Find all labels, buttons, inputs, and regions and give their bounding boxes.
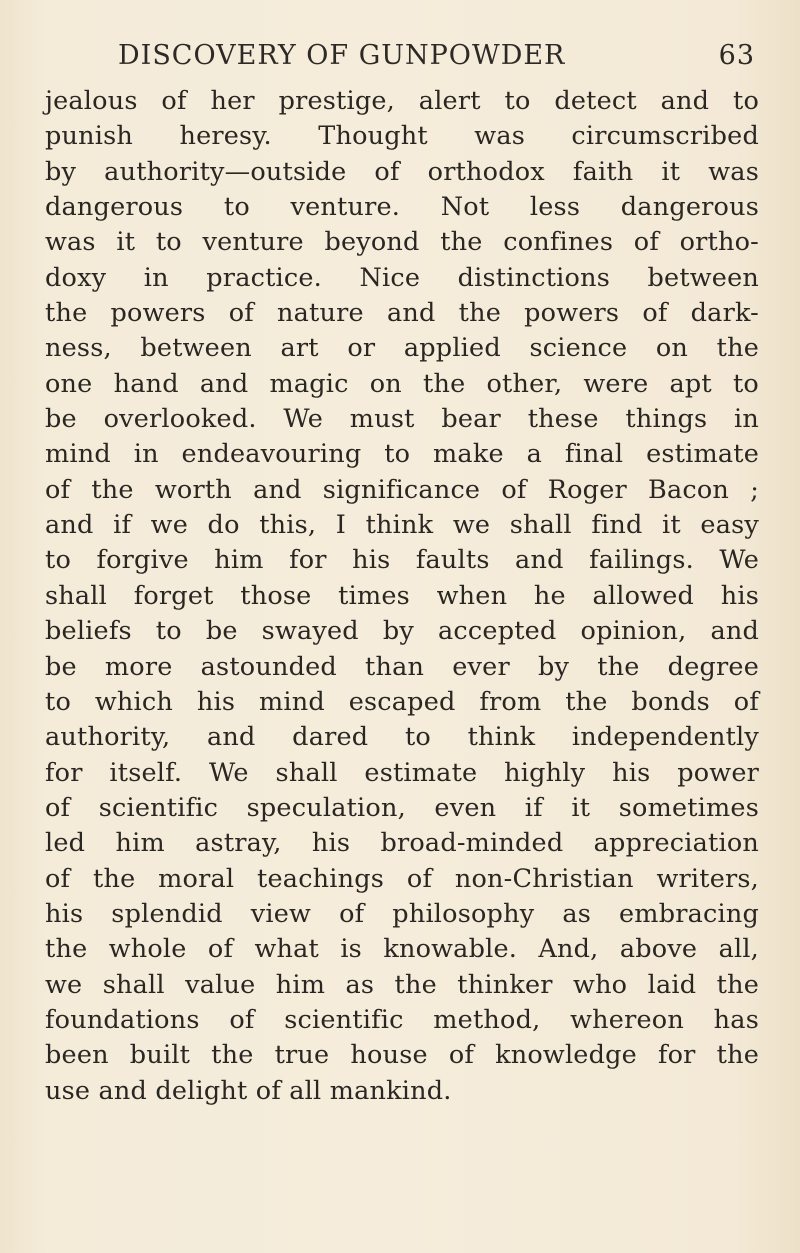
body-paragraph xyxy=(45,84,759,1109)
text-line: use and delight of all mankind. xyxy=(45,1075,452,1106)
text-line: to which his mind escaped from the bonds of xyxy=(45,686,759,717)
text-line: been built the true house of knowledge for the xyxy=(45,1040,759,1071)
text-line: be overlooked. We must bear these things in xyxy=(45,404,759,435)
text-line: of the worth and significance of Roger Bacon ; xyxy=(45,474,759,505)
text-line: doxy in practice. Nice distinctions between xyxy=(45,262,759,293)
text-line: the powers of nature and the powers of dark- xyxy=(45,298,759,329)
text-line: was it to venture beyond the confines of ortho- xyxy=(45,227,759,258)
page-number: 63 xyxy=(718,40,755,71)
text-line: beliefs to be swayed by accepted opinion, and xyxy=(45,616,759,647)
text-line: and if we do this, I think we shall find it easy xyxy=(45,510,759,541)
text-line: jealous of her prestige, alert to detect and to xyxy=(45,86,759,116)
text-line: by authority—outside of orthodox faith it was xyxy=(45,156,759,187)
text-line: foundations of scientific method, whereon has xyxy=(45,1004,759,1035)
running-head xyxy=(42,36,757,76)
text-line: for itself. We shall estimate highly his power xyxy=(45,757,759,788)
text-line: mind in endeavouring to make a final estimate xyxy=(45,439,759,470)
text-line: punish heresy. Thought was circumscribed xyxy=(45,121,759,152)
text-line: dangerous to venture. Not less dangerous xyxy=(45,192,759,223)
text-line: his splendid view of philosophy as embracing xyxy=(45,898,759,929)
text-line: authority, and dared to think independently xyxy=(45,722,759,753)
text-line: of scientific speculation, even if it sometimes xyxy=(45,792,759,823)
text-line: to forgive him for his faults and failings. We xyxy=(45,545,759,576)
text-line: ness, between art or applied science on the xyxy=(45,333,759,364)
text-line: we shall value him as the thinker who laid the xyxy=(45,969,759,1000)
text-line: the whole of what is knowable. And, above all, xyxy=(45,934,759,965)
text-line: be more astounded than ever by the degree xyxy=(45,651,759,682)
chapter-title: DISCOVERY OF GUNPOWDER xyxy=(118,40,566,71)
text-line: of the moral teachings of non-Christian writers, xyxy=(45,863,759,894)
text-line: shall forget those times when he allowed his xyxy=(45,580,759,611)
text-line: one hand and magic on the other, were apt to xyxy=(45,368,759,399)
text-line: led him astray, his broad-minded appreciation xyxy=(45,828,759,859)
